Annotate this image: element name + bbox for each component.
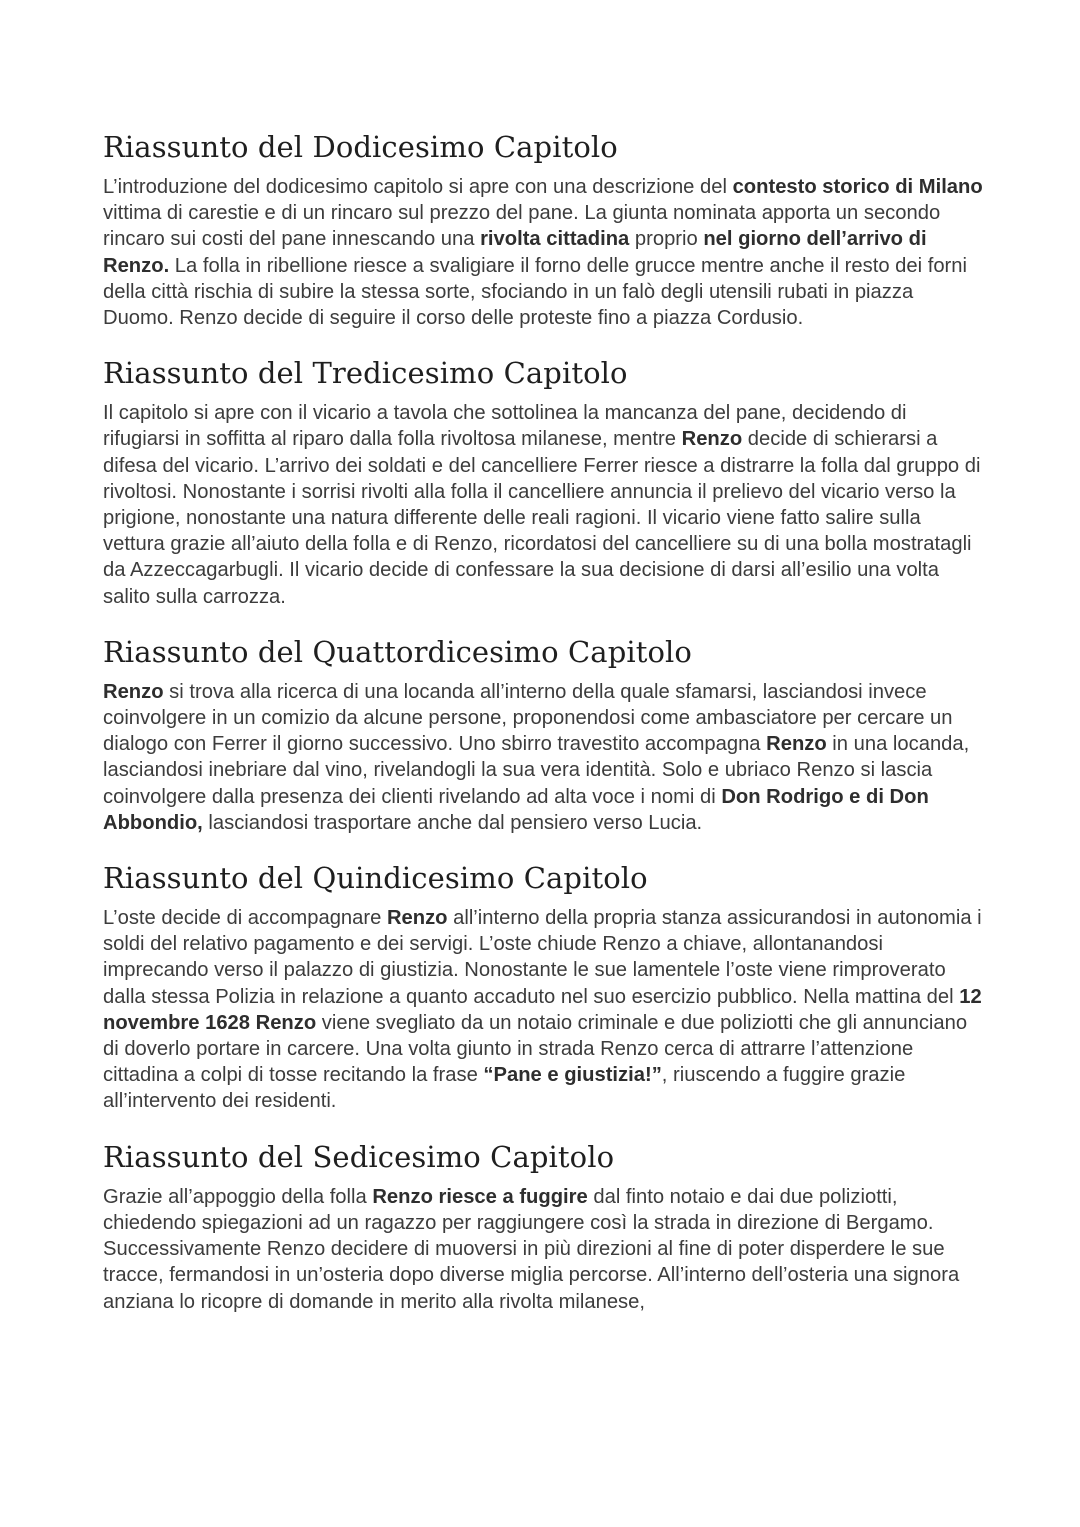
text-run: L’oste decide di accompagnare (103, 907, 387, 930)
bold-text: Renzo riesce a fuggire (372, 1185, 588, 1208)
section-body (103, 905, 983, 1115)
text-run: all’interno della propria stanza assicurandosi in autonomia i soldi del relativo pagamento e dei servigi. L’oste chiude Renzo a chiave, allontanandosi imprecando verso il palazzo di giustizia. Nonostante le sue lamentele l’oste viene rimproverato dalla stessa Polizia in relazione a quanto accaduto nel suo esercizio pubblico. Nella mattina del (103, 907, 982, 1008)
section-body (103, 400, 983, 610)
section-title: Riassunto del Quindicesimo Capitolo (103, 861, 648, 896)
bold-text: rivolta cittadina (480, 228, 630, 251)
bold-text: “Pane e giustizia!” (483, 1064, 662, 1087)
text-run: Grazie all’appoggio della folla (103, 1185, 373, 1208)
text-run: Il capitolo si apre con il vicario a tavola che sottolinea la mancanza del pane, decidendo di rifugiarsi in soffitta al riparo dalla folla rivoltosa milanese, mentre (103, 402, 907, 451)
text-run: vittima di carestie e di un rincaro sul prezzo del pane. La giunta nominata apporta un secondo rincaro sui costi del pane innescando una (103, 202, 941, 251)
bold-text: contesto storico di Milano (732, 176, 983, 198)
text-run: La folla in ribellione riesce a svaligiare il forno delle grucce mentre anche il resto dei forni della città rischia di subire la stessa sorte, sfociando in un falò degli utensili rubati in piazza Duomo. Renzo decide di seguire il corso delle proteste fino a piazza Cordusio. (103, 254, 967, 330)
bold-text: Renzo (681, 428, 743, 451)
section-sedicesimo (103, 1138, 983, 1315)
text-run: viene svegliato da un notaio criminale e due poliziotti che gli annunciano di doverlo portare in carcere. Una volta giunto in strada Renzo cerca di attrarre l’attenzione cittadina a colpi di tosse recitando la frase (103, 1011, 968, 1087)
section-dodicesimo (103, 128, 983, 331)
text-run: dal finto notaio e dai due poliziotti, chiedendo spiegazioni ad un ragazzo per raggiungere così la strada in direzione di Bergamo. Successivamente Renzo decidere di muoversi in più direzioni al fine di poter disperdere le sue tracce, fermandosi in un’osteria dopo diverse miglia percorse. All’interno dell’osteria una signora anziana lo ricopre di domande in merito alla rivolta milanese, (103, 1185, 960, 1313)
bold-text: Renzo (103, 680, 164, 703)
text-run: proprio (629, 228, 704, 251)
section-title: Riassunto del Dodicesimo Capitolo (103, 130, 618, 164)
section-body (103, 1184, 983, 1315)
bold-text: Renzo (386, 907, 448, 930)
section-body (103, 679, 983, 836)
text-run: decide di schierarsi a difesa del vicario. L’arrivo dei soldati e del cancelliere Ferrer riesce a distrarre la folla dal gruppo di rivoltosi. Nonostante i sorrisi rivolti alla folla il cancelliere annuncia il prelievo del vicario verso la prigione, nonostante una natura differente delle reali ragioni. Il vicario viene fatto salire sulla vettura grazie all’aiuto della folla e di Renzo, ricordatosi del cancelliere su di una bolla mostratagli da Azzeccagarbugli. Il vicario decide di confessare la sua decisione di darsi all’esilio una volta salito sulla carrozza. (103, 428, 981, 608)
bold-text: 12 novembre 1628 Renzo (103, 985, 982, 1034)
section-title: Riassunto del Sedicesimo Capitolo (103, 1139, 615, 1174)
section-quattordicesimo (103, 633, 983, 836)
text-run: lasciandosi trasportare anche dal pensiero verso Lucia. (202, 811, 703, 834)
text-run: L’introduzione del dodicesimo capitolo si apre con una descrizione del (103, 176, 733, 198)
section-quindicesimo (103, 859, 983, 1115)
bold-text: nel giorno dell’arrivo di Renzo. (103, 228, 927, 277)
text-run: in una locanda, lasciandosi inebriare dal vino, rivelandogli la sua vera identità. Solo e ubriaco Renzo si lascia coinvolgere dalla presenza dei clienti rivelando ad alta voce i nomi di (103, 733, 970, 808)
section-body (103, 174, 983, 331)
document-page (103, 128, 983, 1338)
section-title: Riassunto del Quattordicesimo Capitolo (103, 634, 692, 669)
text-run: si trova alla ricerca di una locanda all’interno della quale sfamarsi, lasciandosi invece coinvolgere in un comizio da alcune persone, proponendosi come ambasciatore per cercare un dialogo con Ferrer il giorno successivo. Uno sbirro travestito accompagna (103, 680, 953, 756)
bold-text: Renzo (766, 733, 827, 756)
bold-text: Don Rodrigo e di Don Abbondio, (103, 785, 929, 834)
section-title: Riassunto del Tredicesimo Capitolo (103, 356, 628, 391)
text-run: , riuscendo a fuggire grazie all’intervento dei residenti. (103, 1064, 906, 1113)
section-tredicesimo (103, 354, 983, 610)
